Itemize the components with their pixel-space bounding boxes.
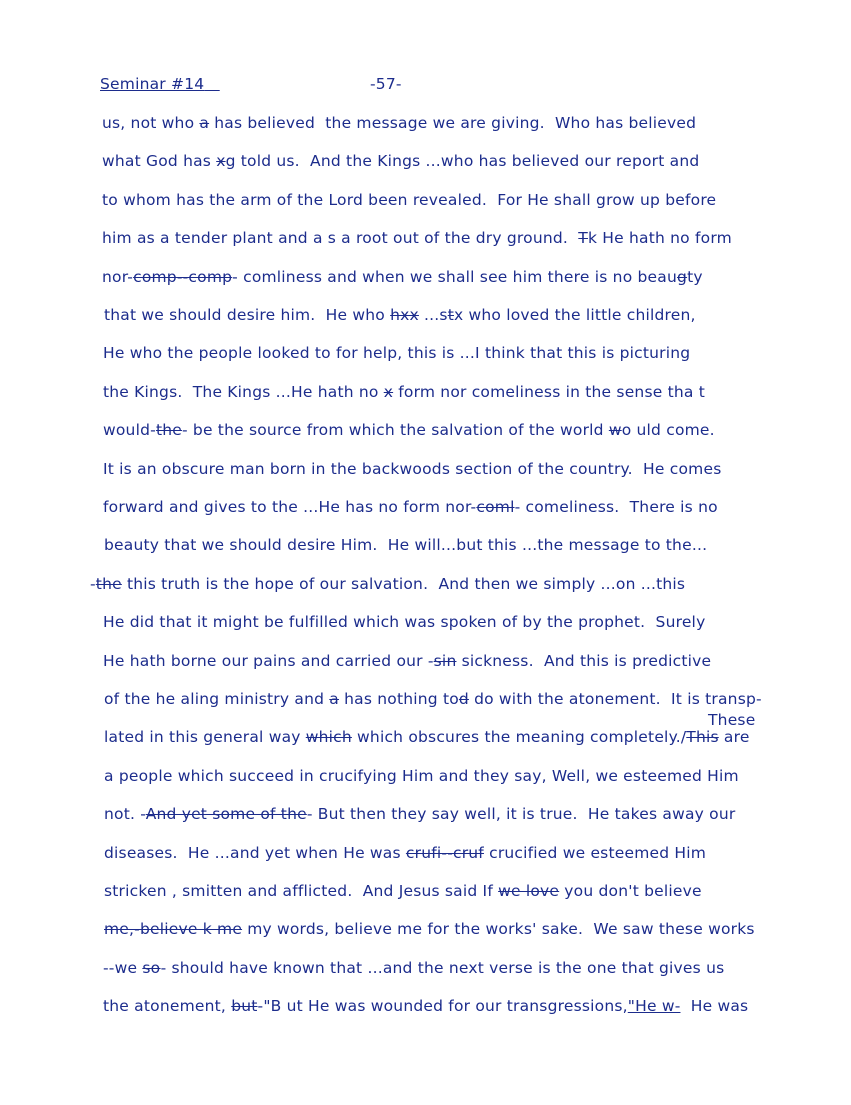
text-line (104, 804, 735, 824)
struck-text: which (305, 728, 352, 746)
text-line (102, 113, 696, 133)
text-line (103, 612, 705, 632)
text-line (104, 766, 739, 786)
struck-text: sin (433, 652, 457, 670)
struck-text: w (608, 421, 622, 439)
seminar-heading (100, 75, 220, 93)
text-segment: o uld come. (621, 421, 715, 439)
struck-text: x (383, 383, 394, 401)
struck-text: comp--comp (133, 268, 233, 286)
text-segment: stricken , smitten and afflicted. And Jesus said If (104, 882, 499, 900)
text-segment: would- (103, 421, 156, 439)
text-segment: x who loved the little children, (453, 306, 696, 324)
text-line (102, 190, 716, 210)
text-segment: - But then they say well, it is true. He takes away our (306, 805, 736, 823)
struck-text: T (578, 229, 588, 247)
struck-text: me,-believe k me (104, 920, 243, 938)
text-segment: which obscures the meaning completely./ (351, 728, 687, 746)
struck-text: crufi--cruf (405, 844, 484, 862)
text-segment: sickness. And this is predictive (456, 652, 712, 670)
text-segment: crucified we esteemed Him (483, 844, 707, 862)
text-line (103, 958, 724, 978)
struck-text: so (142, 959, 161, 977)
text-segment: what God has (102, 152, 217, 170)
text-segment: - comeliness. There is no (514, 498, 718, 516)
text-segment: ...s (418, 306, 448, 324)
struck-text: coml (476, 498, 515, 516)
text-segment: He was (680, 997, 749, 1015)
text-segment: us, not who (102, 114, 200, 132)
page-number: -57- (370, 75, 402, 93)
text-line (103, 996, 748, 1016)
text-line (104, 305, 696, 325)
text-segment: you don't believe (559, 882, 702, 900)
text-line (103, 651, 711, 671)
text-segment: forward and gives to the ...He has no form nor- (103, 498, 477, 516)
text-line (103, 343, 690, 363)
text-segment: the Kings. The Kings ...He hath no (103, 383, 384, 401)
struck-text: x (216, 152, 226, 170)
text-segment: has nothing to (338, 690, 459, 708)
struck-text: And yet some of the (145, 805, 307, 823)
text-segment: --we (103, 959, 143, 977)
seminar-number: Seminar #14 (100, 75, 205, 93)
text-segment: of the he aling ministry and (104, 690, 330, 708)
text-segment: diseases. He ...and yet when He was (104, 844, 406, 862)
text-segment: -"B ut He was wounded for our transgressions, (257, 997, 628, 1015)
text-segment: lated in this general way (104, 728, 306, 746)
text-segment: that we should desire him. He who (104, 306, 391, 324)
struck-text: d (458, 690, 469, 708)
struck-text: g (677, 268, 688, 286)
text-segment: a people which succeed in crucifying Him and they say, Well, we esteemed Him (104, 767, 739, 785)
text-segment: - should have known that ...and the next verse is the one that gives us (160, 959, 725, 977)
text-line (104, 919, 755, 939)
struck-text: This (686, 728, 719, 746)
text-segment: form nor comeliness in the sense tha t (393, 383, 705, 401)
text-segment: ty (687, 268, 703, 286)
text-segment: k He hath no form (587, 229, 732, 247)
struck-text: a (329, 690, 339, 708)
struck-text: the (155, 421, 182, 439)
text-segment: to whom has the arm of the Lord been revealed. For He shall grow up before (102, 191, 717, 209)
text-segment: g told us. And the Kings ...who has believed our report and (225, 152, 700, 170)
text-segment: this truth is the hope of our salvation. And then we simply ...on ...this (121, 575, 686, 593)
text-segment: nor- (102, 268, 134, 286)
text-segment: It is an obscure man born in the backwoods section of the country. He comes (103, 460, 722, 478)
struck-text: we love (498, 882, 560, 900)
text-line (103, 459, 722, 479)
text-segment: He did that it might be fulfilled which was spoken of by the prophet. Surely (103, 613, 706, 631)
handwritten-insertion: These (708, 711, 756, 729)
text-line (104, 689, 762, 709)
struck-text: the (95, 575, 122, 593)
text-line (103, 420, 715, 440)
text-line (103, 497, 718, 517)
heading-underline-tail (204, 75, 219, 93)
text-line (104, 881, 702, 901)
text-segment: - (90, 575, 96, 593)
text-segment: beauty that we should desire Him. He will...but this ...the message to the... (104, 536, 708, 554)
text-line (102, 151, 699, 171)
text-segment: the atonement, (103, 997, 232, 1015)
text-segment: not. - (104, 805, 146, 823)
text-line (104, 843, 706, 863)
struck-text: "He w- (627, 997, 681, 1015)
text-segment: has believed the message we are giving. Who has believed (209, 114, 697, 132)
text-segment: him as a tender plant and a s a root out of the dry ground. (102, 229, 579, 247)
text-segment: my words, believe me for the works' sake. We saw these works (242, 920, 755, 938)
struck-text: t (447, 306, 454, 324)
text-line (102, 228, 732, 248)
text-segment: are (718, 728, 750, 746)
text-segment: He hath borne our pains and carried our - (103, 652, 434, 670)
text-line (90, 574, 685, 594)
text-line (104, 535, 707, 555)
text-line (103, 382, 705, 402)
struck-text: hxx (390, 306, 419, 324)
text-segment: He who the people looked to for help, this is ...I think that this is picturing (103, 344, 691, 362)
struck-text: but (231, 997, 258, 1015)
text-segment: - be the source from which the salvation of the world (181, 421, 609, 439)
struck-text: a (199, 114, 210, 132)
text-segment: - comliness and when we shall see him there is no beau (232, 268, 678, 286)
text-segment: do with the atonement. It is transp- (468, 690, 762, 708)
text-line (102, 267, 703, 287)
text-line (104, 727, 750, 747)
